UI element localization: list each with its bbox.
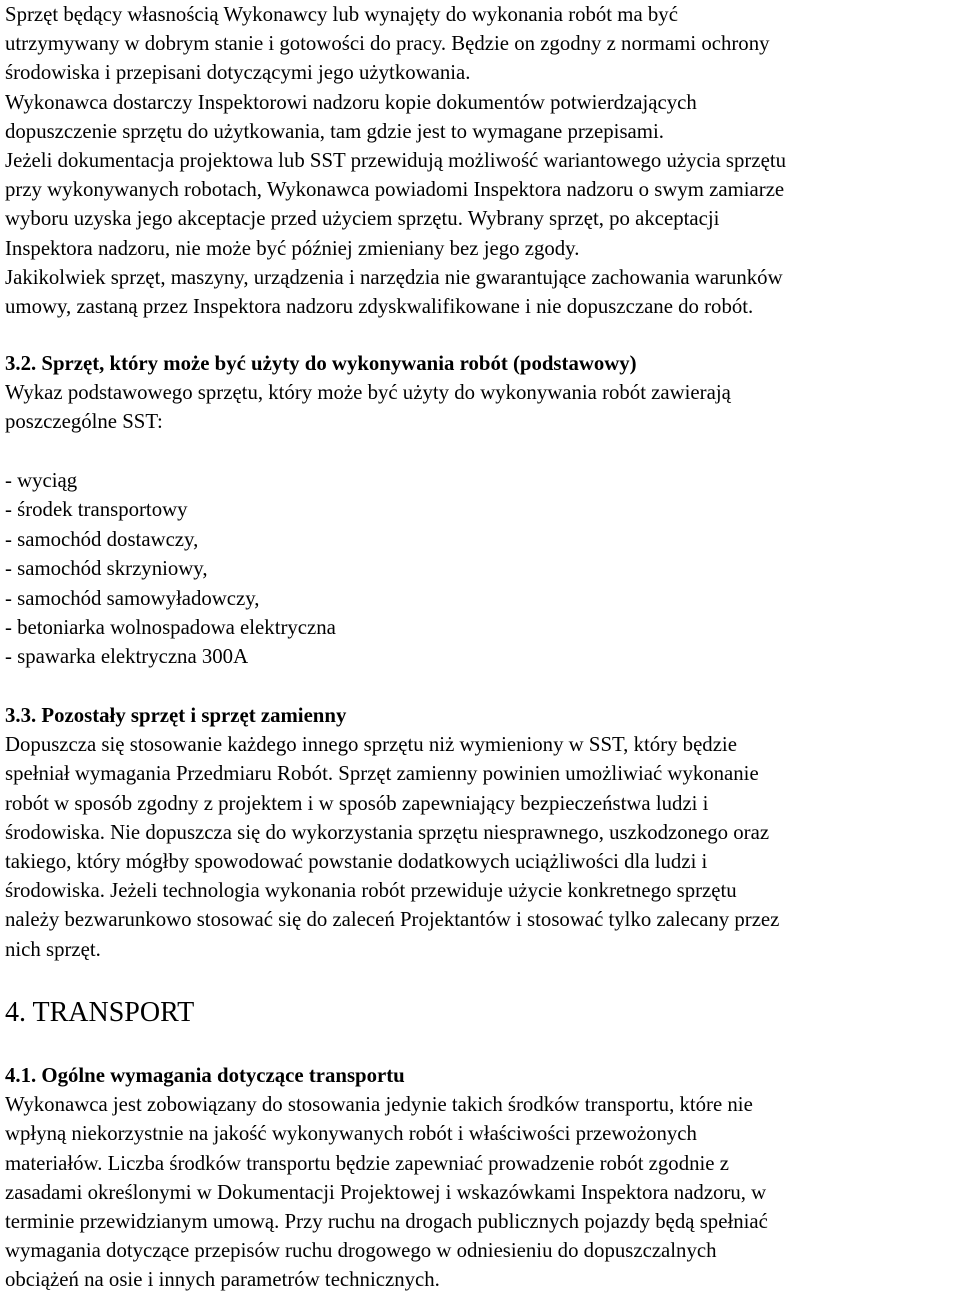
- chapter-heading: 4. TRANSPORT: [5, 997, 195, 1028]
- section-text: [5, 1090, 955, 1294]
- intro-line: Sprzęt będący własnością Wykonawcy lub wynajęty do wykonania robót ma być: [5, 3, 678, 26]
- list-item: - betoniarka wolnospadowa elektryczna: [5, 616, 336, 640]
- list-item: - wyciąg: [5, 469, 78, 492]
- section-line: środowiska. Jeżeli technologia wykonania robót przewiduje użycie konkretnego sprzętu: [5, 879, 737, 903]
- section-line: Wykaz podstawowego sprzętu, który może być użyty do wykonywania robót zawierają: [5, 381, 731, 405]
- list-item: - samochód samowyładowczy,: [5, 586, 260, 610]
- intro-line: wyboru uzyska jego akceptacje przed użyciem sprzętu. Wybrany sprzęt, po akceptacji: [5, 207, 720, 231]
- section-4: [5, 995, 955, 1031]
- section-line: wpłyną niekorzystnie na jakość wykonywanych robót i właściwości przewożonych: [5, 1122, 697, 1146]
- list-item: - środek transportowy: [5, 498, 188, 522]
- section-4-1: [5, 1061, 955, 1295]
- intro-line: Jeżeli dokumentacja projektowa lub SST przewidują możliwość wariantowego użycia sprzętu: [5, 148, 786, 172]
- section-line: należy bezwarunkowo stosować się do zaleceń Projektantów i stosować tylko zalecany przez: [5, 908, 780, 932]
- list-item: - samochód dostawczy,: [5, 527, 199, 551]
- intro-text: [5, 0, 955, 321]
- equipment-list: [5, 466, 955, 672]
- section-line: poszczególne SST:: [5, 410, 163, 434]
- section-3-3: [5, 701, 955, 964]
- intro-line: umowy, zastaną przez Inspektora nadzoru zdyskwalifikowane i nie dopuszczane do robót.: [5, 294, 754, 318]
- section-line: Dopuszcza się stosowanie każdego innego sprzętu niż wymieniony w SST, który będzie: [5, 733, 737, 757]
- section-3-2: [5, 349, 955, 437]
- intro-line: Wykonawca dostarczy Inspektorowi nadzoru kopie dokumentów potwierdzających: [5, 90, 697, 114]
- intro-paragraph: [5, 0, 955, 321]
- intro-line: Jakikolwiek sprzęt, maszyny, urządzenia i narzędzia nie gwarantujące zachowania warunków: [5, 265, 783, 289]
- section-line: spełniał wymagania Przedmiaru Robót. Sprzęt zamienny powinien umożliwiać wykonanie: [5, 762, 759, 786]
- section-line: nich sprzęt.: [5, 937, 101, 961]
- section-heading: 4.1. Ogólne wymagania dotyczące transportu: [5, 1064, 405, 1087]
- section-heading: 3.3. Pozostały sprzęt i sprzęt zamienny: [5, 704, 347, 727]
- section-line: takiego, który mógłby spowodować powstanie dodatkowych uciążliwości dla ludzi i: [5, 849, 708, 873]
- section-line: obciążeń na osie i innych parametrów technicznych.: [5, 1268, 440, 1292]
- intro-line: przy wykonywanych robotach, Wykonawca powiadomi Inspektora nadzoru o swym zamiarze: [5, 178, 785, 202]
- intro-line: utrzymywany w dobrym stanie i gotowości do pracy. Będzie on zgodny z normami ochrony: [5, 32, 770, 56]
- section-line: środowiska. Nie dopuszcza się do wykorzystania sprzętu niesprawnego, uszkodzonego oraz: [5, 820, 770, 844]
- section-text: [5, 730, 955, 964]
- section-line: Wykonawca jest zobowiązany do stosowania jedynie takich środków transportu, które nie: [5, 1093, 753, 1117]
- intro-line: dopuszczenie sprzętu do użytkowania, tam gdzie jest to wymagane przepisami.: [5, 119, 664, 143]
- intro-line: środowiska i przepisani dotyczącymi jego użytkowania.: [5, 61, 471, 85]
- list-item: - spawarka elektryczna 300A: [5, 645, 249, 669]
- section-line: wymagania dotyczące przepisów ruchu drogowego w odniesieniu do dopuszczalnych: [5, 1239, 717, 1263]
- intro-line: Inspektora nadzoru, nie może być później zmieniany bez jego zgody.: [5, 236, 580, 260]
- section-text: [5, 378, 955, 436]
- section-heading: 3.2. Sprzęt, który może być użyty do wykonywania robót (podstawowy): [5, 352, 637, 375]
- section-line: materiałów. Liczba środków transportu będzie zapewniać prowadzenie robót zgodnie z: [5, 1151, 729, 1175]
- section-line: terminie przewidzianym umową. Przy ruchu na drogach publicznych pojazdy będą spełniać: [5, 1209, 768, 1233]
- section-line: robót w sposób zgodny z projektem i w sposób zapewniający bezpieczeństwa ludzi i: [5, 791, 709, 815]
- list-item: - samochód skrzyniowy,: [5, 557, 208, 581]
- section-line: zasadami określonymi w Dokumentacji Projektowej i wskazówkami Inspektora nadzoru, w: [5, 1180, 767, 1204]
